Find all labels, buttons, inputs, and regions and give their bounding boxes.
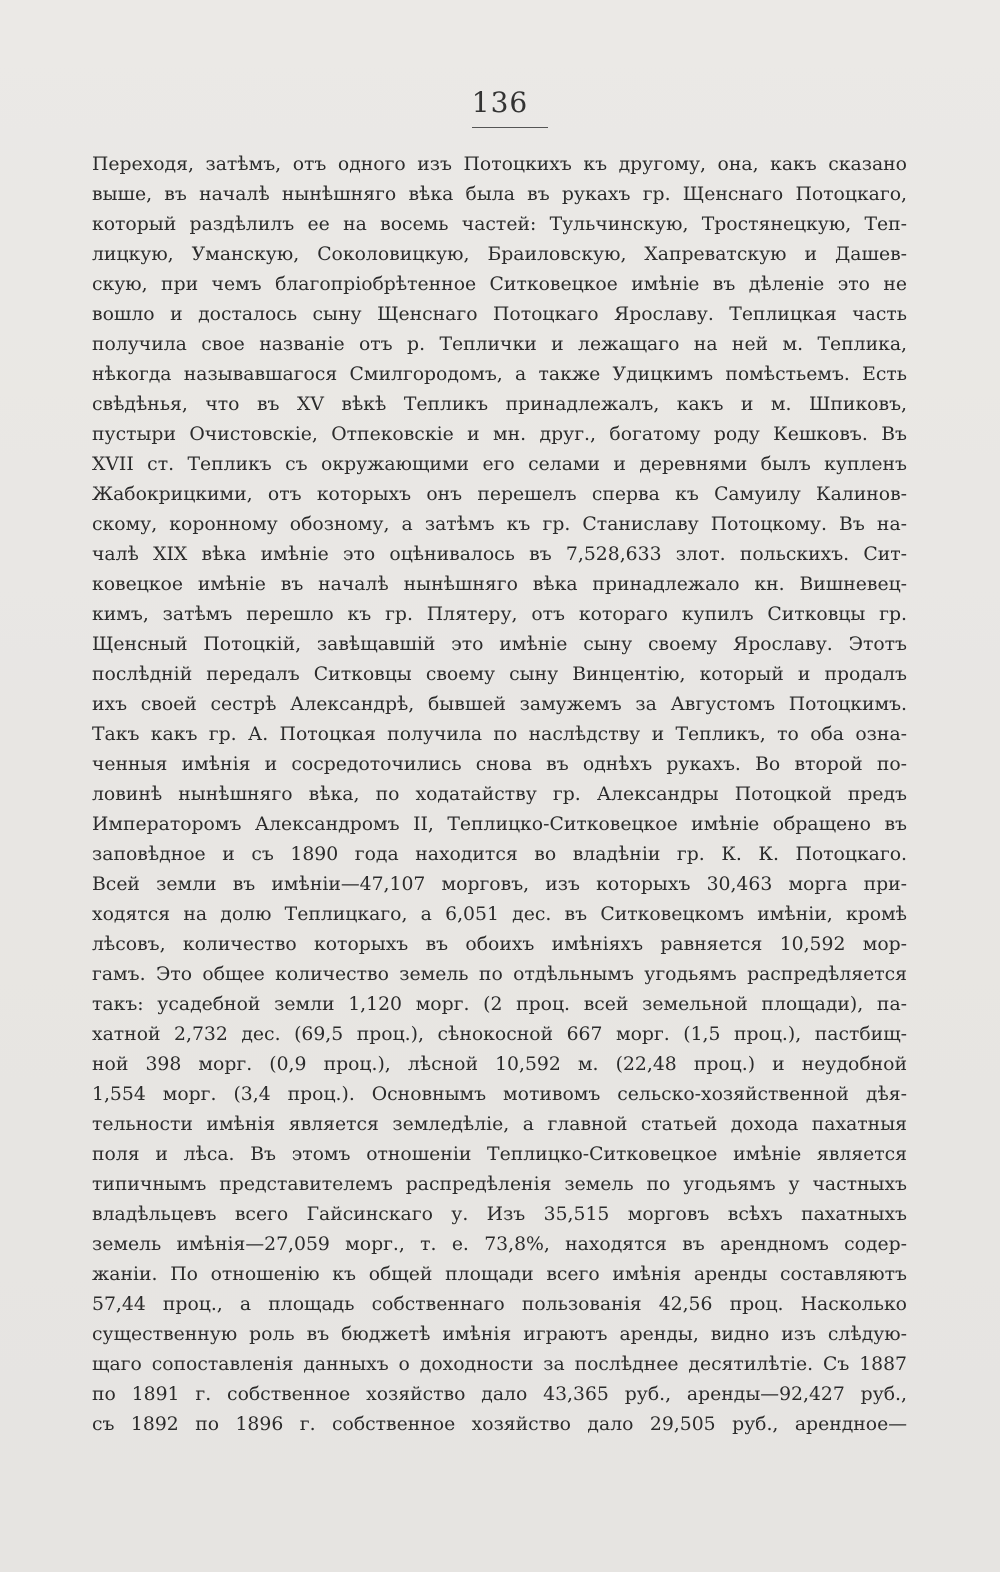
text-line: поля и лѣса. Въ этомъ отношеніи Теплицко-Ситковецкое имѣніе является — [92, 1144, 907, 1165]
text-line: ходятся на долю Теплицкаго, а 6,051 дес. въ Ситковецкомъ имѣніи, кромѣ — [92, 904, 907, 925]
text-line: типичнымъ представителемъ распредѣленія земель по угодьямъ у частныхъ — [92, 1174, 907, 1195]
text-line: пустыри Очистовскіе, Отпековскіе и мн. друг., богатому роду Кешковъ. Въ — [92, 424, 907, 445]
text-line: послѣдній передалъ Ситковцы своему сыну Винцентію, который и продалъ — [92, 664, 907, 685]
text-line: Всей земли въ имѣніи—47,107 морговъ, изъ которыхъ 30,463 морга при- — [92, 874, 907, 895]
text-line: Щенсный Потоцкій, завѣщавшій это имѣніе сыну своему Ярославу. Этотъ — [92, 634, 907, 655]
text-line: ковецкое имѣніе въ началѣ нынѣшняго вѣка принадлежало кн. Вишневец- — [92, 574, 907, 595]
text-line: по 1891 г. собственное хозяйство дало 43,365 руб., аренды—92,427 руб., — [92, 1384, 907, 1405]
text-line: существенную роль въ бюджетѣ имѣнія играютъ аренды, видно изъ слѣдую- — [92, 1324, 907, 1345]
text-line: лицкую, Уманскую, Соколовицкую, Браиловскую, Хапреватскую и Дашев- — [92, 244, 907, 265]
text-line: хатной 2,732 дес. (69,5 проц.), сѣнокосной 667 морг. (1,5 проц.), пастбищ- — [92, 1024, 907, 1045]
text-line: ловинѣ нынѣшняго вѣка, по ходатайству гр. Александры Потоцкой предъ — [92, 784, 907, 805]
text-line: свѣдѣнья, что въ XV вѣкѣ Тепликъ принадлежалъ, какъ и м. Шпиковъ, — [92, 394, 907, 415]
text-line: 1,554 морг. (3,4 проц.). Основнымъ мотивомъ сельско-хозяйственной дѣя- — [92, 1084, 907, 1105]
text-line: ихъ своей сестрѣ Александрѣ, бывшей замужемъ за Августомъ Потоцкимъ. — [92, 694, 907, 715]
text-line: вошло и досталось сыну Щенснаго Потоцкаго Ярославу. Теплицкая часть — [92, 304, 907, 325]
text-line: Жабокрицкими, отъ которыхъ онъ перешелъ сперва къ Самуилу Калинов- — [92, 484, 907, 505]
text-line: жаніи. По отношенію къ общей площади всего имѣнія аренды составляютъ — [92, 1264, 907, 1285]
page-number-rule — [472, 127, 548, 128]
text-line: съ 1892 по 1896 г. собственное хозяйство дало 29,505 руб., арендное— — [92, 1414, 907, 1435]
text-line: тельности имѣнія является земледѣліе, а главной статьей дохода пахатныя — [92, 1114, 907, 1135]
text-line: гамъ. Это общее количество земель по отдѣльнымъ угодьямъ распредѣляется — [92, 964, 907, 985]
text-line: чалѣ XIX вѣка имѣніе это оцѣнивалось въ 7,528,633 злот. польскихъ. Сит- — [92, 544, 907, 565]
text-line: скому, коронному обозному, а затѣмъ къ гр. Станиславу Потоцкому. Въ на- — [92, 514, 907, 535]
text-line: заповѣдное и съ 1890 года находится во владѣніи гр. К. К. Потоцкаго. — [92, 844, 907, 865]
text-line: щаго сопоставленія данныхъ о доходности за послѣднее десятилѣтіе. Съ 1887 — [92, 1354, 907, 1375]
text-line: Такъ какъ гр. А. Потоцкая получила по наслѣдству и Тепликъ, то оба озна- — [92, 724, 907, 745]
text-line: земель имѣнія—27,059 морг., т. е. 73,8%, находятся въ арендномъ содер- — [92, 1234, 907, 1255]
text-line: 57,44 проц., а площадь собственнаго пользованія 42,56 проц. Насколько — [92, 1294, 907, 1315]
text-line: ной 398 морг. (0,9 проц.), лѣсной 10,592 м. (22,48 проц.) и неудобной — [92, 1054, 907, 1075]
text-line: который раздѣлилъ ее на восемь частей: Тульчинскую, Тростянецкую, Теп- — [92, 214, 907, 235]
text-line: такъ: усадебной земли 1,120 морг. (2 проц. всей земельной площади), па- — [92, 994, 907, 1015]
text-line: Переходя, затѣмъ, отъ одного изъ Потоцкихъ къ другому, она, какъ сказано — [92, 154, 907, 175]
text-line: кимъ, затѣмъ перешло къ гр. Плятеру, отъ котораго купилъ Ситковцы гр. — [92, 604, 907, 625]
page-number: 136 — [471, 86, 529, 119]
text-line: лѣсовъ, количество которыхъ въ обоихъ имѣніяхъ равняется 10,592 мор- — [92, 934, 907, 955]
text-line: скую, при чемъ благопріобрѣтенное Ситковецкое имѣніе въ дѣленіе это не — [92, 274, 907, 295]
text-line: выше, въ началѣ нынѣшняго вѣка была въ рукахъ гр. Щенснаго Потоцкаго, — [92, 184, 907, 205]
text-line: получила свое названіе отъ р. Теплички и лежащаго на ней м. Теплика, — [92, 334, 907, 355]
text-line: XVII ст. Тепликъ съ окружающими его селами и деревнями былъ купленъ — [92, 454, 907, 475]
text-line: владѣльцевъ всего Гайсинскаго у. Изъ 35,515 морговъ всѣхъ пахатныхъ — [92, 1204, 907, 1225]
body-text — [92, 150, 907, 1440]
text-line: ченныя имѣнія и сосредоточились снова въ однѣхъ рукахъ. Во второй по- — [92, 754, 907, 775]
text-line: Императоромъ Александромъ II, Теплицко-Ситковецкое имѣніе обращено въ — [92, 814, 907, 835]
text-line: нѣкогда называвшагося Смилгородомъ, а также Удицкимъ помѣстьемъ. Есть — [92, 364, 907, 385]
